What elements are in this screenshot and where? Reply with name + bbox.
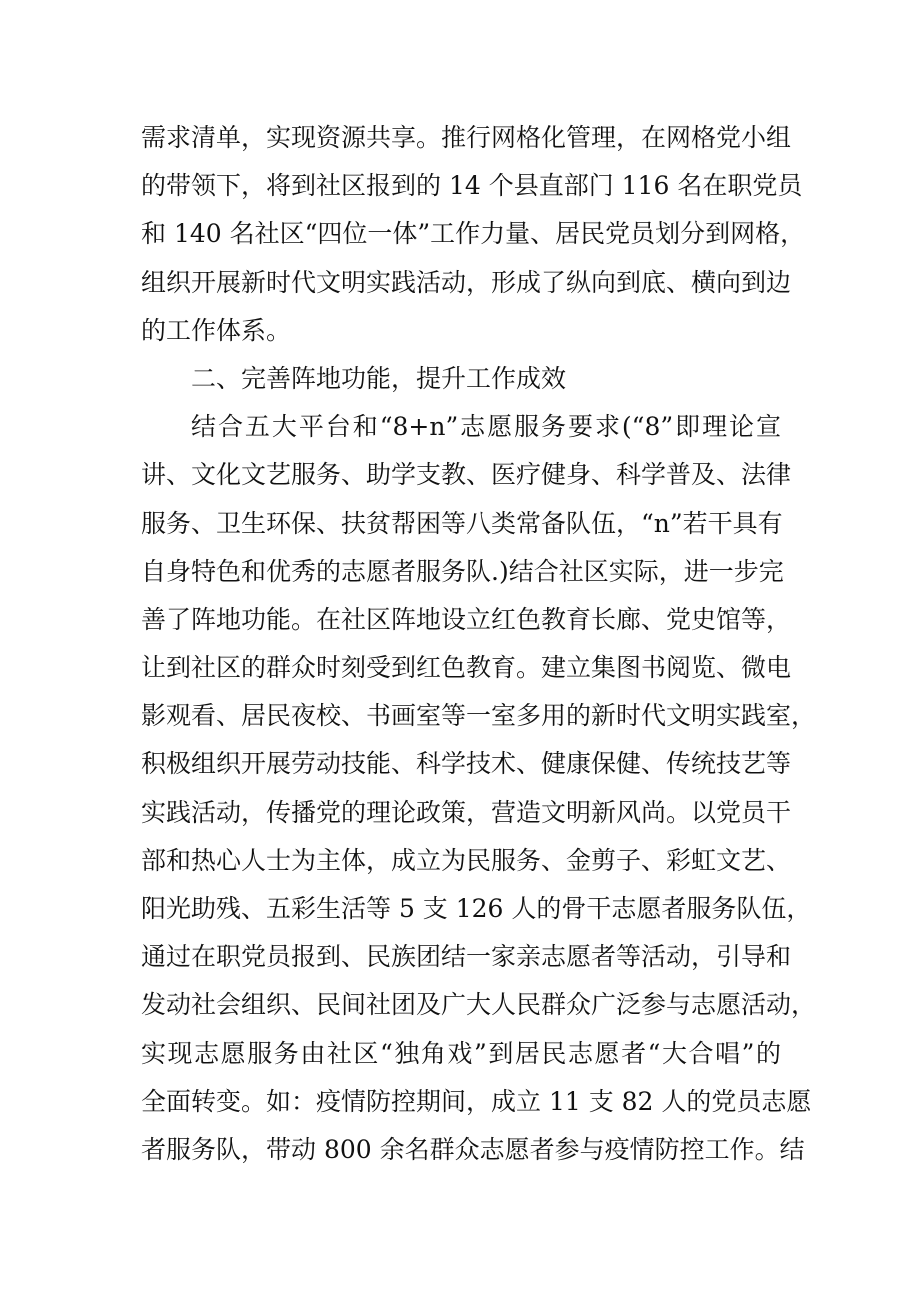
body-text xyxy=(141,114,817,1174)
text-line: 让到社区的群众时刻受到红色教育。建立集图书阅览、微电 xyxy=(141,653,792,683)
text-line: 者服务队，带动 800 余名群众志愿者参与疫情防控工作。结 xyxy=(141,1134,805,1164)
text-line: 通过在职党员报到、民族团结一家亲志愿者等活动，引导和 xyxy=(141,942,792,972)
text-line: 影观看、居民夜校、书画室等一室多用的新时代文明实践室， xyxy=(141,701,817,731)
text-line: 结合五大平台和“8+n”志愿服务要求(“8”即理论宣 xyxy=(191,412,781,442)
text-line: 需求清单，实现资源共享。推行网格化管理，在网格党小组 xyxy=(141,123,792,152)
text-line: 实践活动，传播党的理论政策，营造文明新风尚。以党员干 xyxy=(141,797,792,827)
text-line: 全面转变。如：疫情防控期间，成立 11 支 82 人的党员志愿 xyxy=(141,1086,812,1116)
text-line: 积极组织开展劳动技能、科学技术、健康保健、传统技艺等 xyxy=(141,749,792,779)
text-line: 组织开展新时代文明实践活动，形成了纵向到底、横向到边 xyxy=(141,267,792,297)
text-line: 发动社会组织、民间社团及广大人民群众广泛参与志愿活动， xyxy=(141,990,817,1020)
text-line: 部和热心人士为主体，成立为民服务、金剪子、彩虹文艺、 xyxy=(141,845,792,875)
text-line: 自身特色和优秀的志愿者服务队.)结合社区实际，进一步完 xyxy=(141,556,784,586)
text-line: 的工作体系。 xyxy=(141,315,292,345)
text-line: 服务、卫生环保、扶贫帮困等八类常备队伍，“n”若干具有 xyxy=(141,508,783,538)
section-heading: 二、完善阵地功能，提升工作成效 xyxy=(191,363,567,393)
text-line: 善了阵地功能。在社区阵地设立红色教育长廊、党史馆等， xyxy=(141,604,792,634)
text-line: 讲、文化文艺服务、助学支教、医疗健身、科学普及、法律 xyxy=(141,460,792,490)
text-line: 的带领下，将到社区报到的 14 个县直部门 116 名在职党员 xyxy=(141,171,803,201)
text-line: 实现志愿服务由社区“独角戏”到居民志愿者“大合唱”的 xyxy=(141,1038,781,1068)
text-line: 和 140 名社区“四位一体”工作力量、居民党员划分到网格， xyxy=(141,219,806,249)
text-line: 阳光助残、五彩生活等 5 支 126 人的骨干志愿者服务队伍， xyxy=(141,894,812,923)
